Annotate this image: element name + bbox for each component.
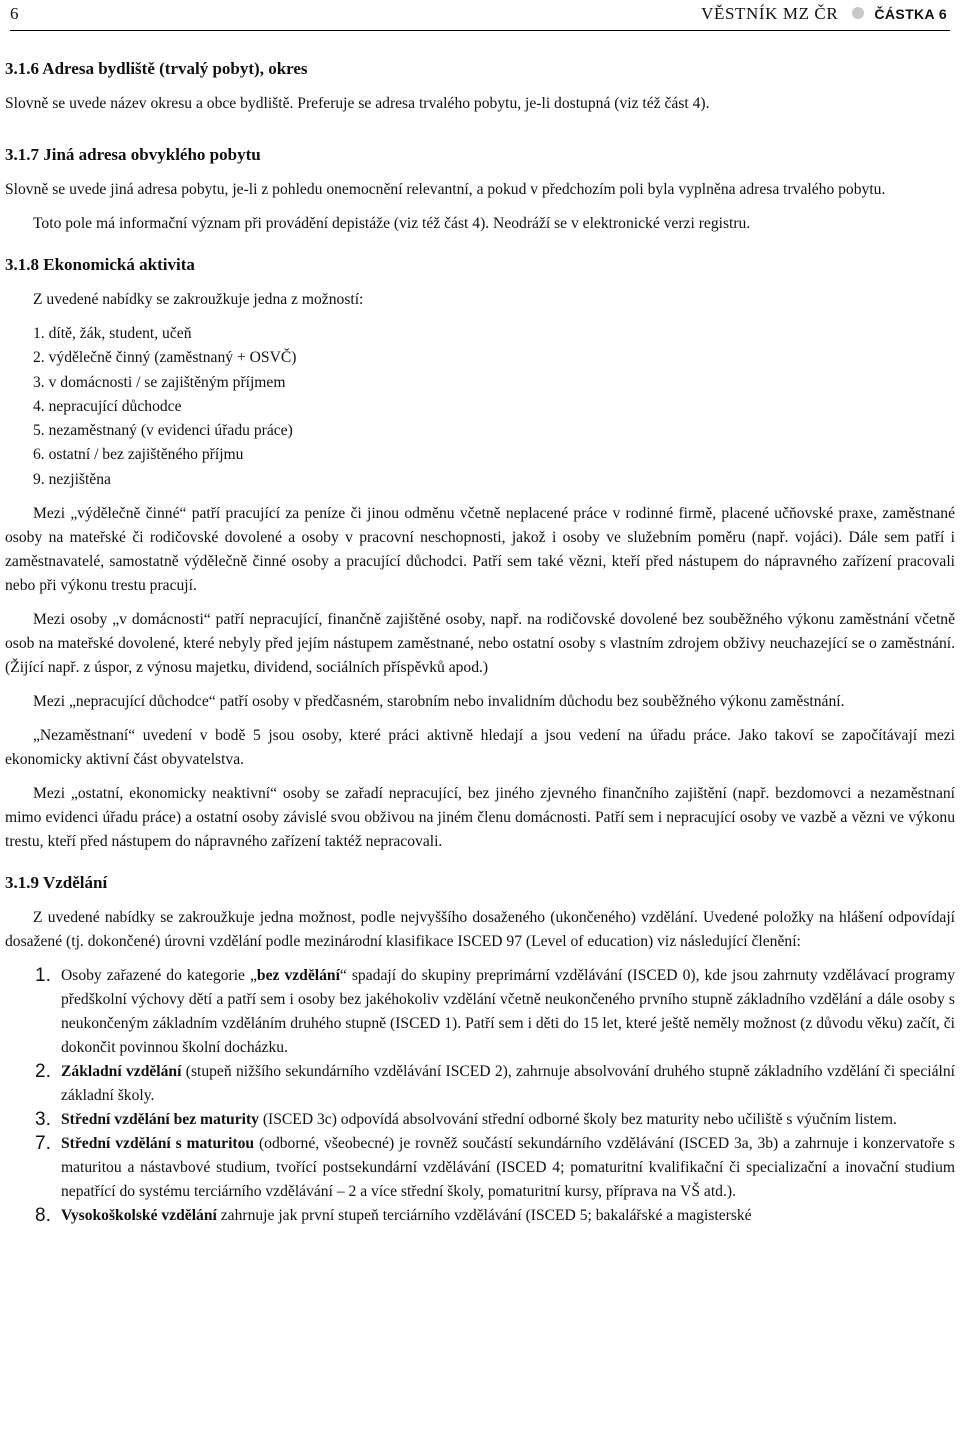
- paragraph: Mezi osoby „v domácnosti“ patří nepracující, finančně zajištěné osoby, např. na rodičovské dovolené bez souběžného výkonu zaměstnání včetně osob na mateřské dovolené, které nebyly před jejím nástupem zaměstnané, nebo ostatní osoby s vlastním zdrojem obživy neuchazející se o zaměstnání. (Žijící např. z úspor, z výnosu majetku, dividend, sociálních příspěvků apod.): [5, 611, 955, 677]
- item-number: 7.: [35, 1133, 51, 1155]
- paragraph: Z uvedené nabídky se zakroužkuje jedna možnost, podle nejvyššího dosaženého (ukončeného) vzdělání. Uvedené položky na hlášení odpovídají dosažené (tj. dokončené) úrovni vzdělání podle mezinárodní klasifikace ISCED 97 (Level of education) viz následující členění:: [5, 909, 955, 951]
- list-item: 6. ostatní / bez zajištěného příjmu: [33, 446, 244, 464]
- paragraph: Z uvedené nabídky se zakroužkuje jedna z možností:: [33, 291, 364, 308]
- term: Střední vzdělání s maturitou: [61, 1135, 255, 1153]
- list-item: 9. nezjištěna: [33, 470, 111, 488]
- term: Vysokoškolské vzdělání: [61, 1207, 217, 1225]
- economic-activity-options: [5, 322, 955, 492]
- list-item: 4. nepracující důchodce: [33, 397, 182, 415]
- list-item: 1. Osoby zařazené do kategorie „bez vzdělání“ spadají do skupiny preprimární vzdělávání (ISCED 0), kde jsou zahrnuty vzdělávací programy předškolní výchovy dětí a patří sem i osoby bez jakéhokoliv vzdělání včetně neukončeného prvního stupně základního vzdělání a dále osoby s neukončeným základním vzděláním druhého stupně (ISCED 1). Patří sem i děti do 15 let, které ještě neměly možnost (z důvodu věku) začít, či dokončit povinnou školní docházku.: [5, 964, 955, 1060]
- term: bez vzdělání: [256, 967, 340, 985]
- list-item: 5. nezaměstnaný (v evidenci úřadu práce): [33, 422, 293, 440]
- section-3-1-6: [5, 56, 955, 116]
- bullet-dot-icon: [852, 7, 864, 19]
- page-header: [5, 0, 955, 32]
- list-item: 3. Střední vzdělání bez maturity (ISCED 3c) odpovídá absolvování střední odborné školy bez maturity nebo učiliště s výučním listem.: [5, 1108, 955, 1132]
- paragraph: Slovně se uvede jiná adresa pobytu, je-li z pohledu onemocnění relevantní, a pokud v předchozím poli byla vyplněna adresa trvalého pobytu.: [5, 181, 886, 198]
- item-number: 1.: [35, 965, 51, 987]
- term: Střední vzdělání bez maturity: [61, 1111, 259, 1129]
- item-number: 3.: [35, 1109, 51, 1131]
- education-levels-list: [5, 964, 955, 1228]
- paragraph: Mezi „ostatní, ekonomicky neaktivní“ osoby se zařadí nepracující, bez jiného zjevného finančního zajištění (např. bezdomovci a nezaměstnaní mimo evidenci úřadu práce) a ostatní osoby závislé svou obživou na jiném členu domácnosti. Patří sem i nepracující osoby ve vazbě a vězni ve výkonu trestu, kteří před nástupem do nápravného zařízení taktéž nepracovali.: [5, 785, 955, 851]
- section-3-1-9: [5, 870, 955, 1228]
- section-3-1-8: [5, 252, 955, 854]
- paragraph: Toto pole má informační význam při provádění depistáže (viz též část 4). Neodráží se v elektronické verzi registru.: [33, 215, 751, 232]
- journal-title: VĚSTNÍK MZ ČR: [701, 4, 839, 23]
- paragraph: Mezi „výdělečně činné“ patří pracující za peníze či jinou odměnu včetně neplacené práce v rodinné firmě, placené učňovské praxe, zaměstnané osoby na mateřské či rodičovské dovolené a osoby v pracovní neschopnosti, jakož i osoby ve služebním poměru (např. vojáci). Dále sem patří i zaměstnavatelé, samostatně výdělečně činné osoby a pracující důchodci. Patří sem také vězni, kteří před nástupem do nápravného zařízení pracovali nebo při výkonu trestu pracují.: [5, 505, 955, 595]
- list-item: 2. Základní vzdělání (stupeň nižšího sekundárního vzdělávání ISCED 2), zahrnuje absolvování druhého stupně základního vzdělání či speciální základní školy.: [5, 1060, 955, 1108]
- list-item: 3. v domácnosti / se zajištěným příjmem: [33, 373, 286, 391]
- section-3-1-7: [5, 142, 955, 236]
- section-heading: 3.1.8 Ekonomická aktivita: [5, 255, 195, 274]
- item-number: 8.: [35, 1205, 51, 1227]
- header-rule: [10, 30, 950, 31]
- paragraph: Slovně se uvede název okresu a obce bydliště. Preferuje se adresa trvalého pobytu, je-li dostupná (viz též část 4).: [5, 95, 710, 112]
- section-heading: 3.1.6 Adresa bydliště (trvalý pobyt), okres: [5, 59, 308, 78]
- paragraph: „Nezaměstnaní“ uvedení v bodě 5 jsou osoby, které práci aktivně hledají a jsou vedení na úřadu práce. Jako takoví se započítávají mezi ekonomicky aktivní část obyvatelstva.: [5, 727, 955, 769]
- item-number: 2.: [35, 1061, 51, 1083]
- term: Základní vzdělání: [61, 1063, 182, 1081]
- section-heading: 3.1.9 Vzdělání: [5, 873, 108, 893]
- page-number: 6: [10, 4, 19, 23]
- list-item: 2. výdělečně činný (zaměstnaný + OSVČ): [33, 349, 297, 367]
- section-heading: 3.1.7 Jiná adresa obvyklého pobytu: [5, 145, 261, 164]
- list-item: 7. Střední vzdělání s maturitou (odborné, všeobecné) je rovněž součástí sekundárního vzdělávání (ISCED 3a, 3b) a zahrnuje i konzervatoře s maturitou a nástavbové studium, tvořící postsekundární vzdělávání (ISCED 4; pomaturitní kvalifikační či specializační a inovační studium nepatřící do systému terciárního vzdělávání – 2 a více střední školy, pomaturitní kursy, příprava na VŠ atd.).: [5, 1132, 955, 1204]
- running-header: [701, 2, 947, 26]
- issue-label: ČÁSTKA 6: [874, 6, 947, 22]
- list-item: 1. dítě, žák, student, učeň: [33, 325, 192, 342]
- paragraph: Mezi „nepracující důchodce“ patří osoby v předčasném, starobním nebo invalidním důchodu bez souběžného výkonu zaměstnání.: [33, 693, 845, 711]
- list-item: 8. Vysokoškolské vzdělání zahrnuje jak první stupeň terciárního vzdělávání (ISCED 5; bakalářské a magisterské: [5, 1204, 955, 1228]
